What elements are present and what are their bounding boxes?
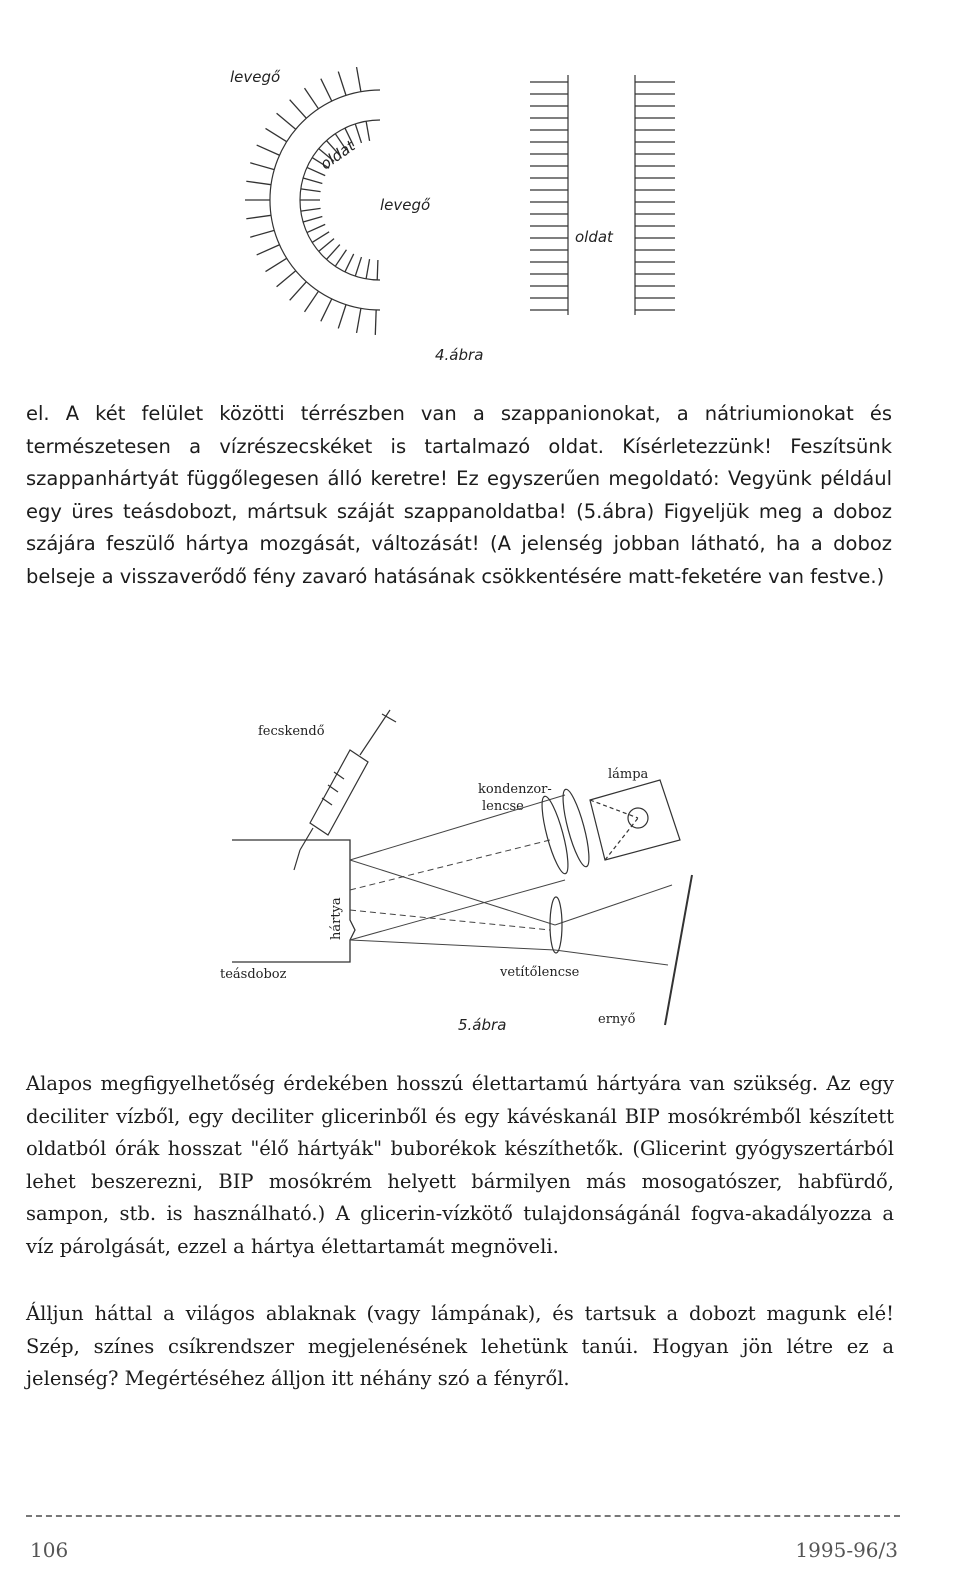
- surfactant-tail: [366, 259, 369, 279]
- label-lamp: lámpa: [608, 767, 649, 782]
- label-condenser-line2: lencse: [482, 799, 524, 814]
- screen: [665, 875, 692, 1025]
- label-screen: ernyő: [598, 1012, 636, 1027]
- label-solution-inner: oldat: [316, 136, 359, 174]
- surfactant-tail: [303, 217, 322, 223]
- footer-divider: [26, 1515, 900, 1517]
- figure-4-bubble-diagram: [230, 50, 700, 380]
- surfactant-tail: [312, 232, 329, 243]
- lamp: [590, 780, 680, 860]
- surfactant-tail: [250, 230, 274, 237]
- label-solution-film: oldat: [575, 228, 613, 246]
- surfactant-tail: [345, 254, 354, 272]
- surfactant-tail: [257, 145, 280, 155]
- surfactant-tail: [321, 79, 332, 101]
- surfactant-tail: [266, 258, 287, 271]
- label-condenser: kondenzor-: [478, 782, 552, 797]
- surfactant-tail: [257, 245, 280, 255]
- film-cross-section: [530, 75, 675, 315]
- surfactant-tail: [355, 257, 361, 276]
- surfactant-tail: [355, 124, 361, 143]
- surfactant-tail: [307, 224, 325, 232]
- surfactant-tail: [250, 163, 274, 170]
- surfactant-tail: [338, 72, 346, 96]
- surfactant-tail: [319, 239, 334, 252]
- surfactant-tail: [357, 67, 361, 92]
- figure-4-caption: 4.ábra: [435, 346, 484, 364]
- issue-number: 1995-96/3: [795, 1538, 898, 1562]
- surfactant-tail: [321, 299, 332, 321]
- surfactant-tail: [290, 282, 307, 301]
- surfactant-tail: [305, 291, 319, 312]
- surfactant-tail: [305, 88, 319, 109]
- bubble-cross-section: [245, 67, 380, 335]
- surfactant-tail: [335, 250, 346, 267]
- label-air-inner: levegő: [380, 196, 431, 214]
- label-projector-lens: vetítőlencse: [500, 965, 580, 980]
- surfactant-tail: [290, 100, 307, 119]
- paragraph-1: el. A két felület közötti térrészben van a szappanionokat, a nátriumionokat és természetesen a vízrészecskéket is tartalmazó oldat. Kísérletezzünk! Feszítsünk szappanhártyát függőlegesen álló keretre! Ez egyszerűen megoldató: Vegyünk például egy üres teásdobozt, mártsuk száját szappanoldatba! (5.ábra) Figyeljük meg a doboz szájára feszülő hártya mozgását, változását! (A jelenség jobban látható, ha a doboz belseje a visszaverődő fény zavaró hatásának csökkentésére matt-feketére van festve.): [26, 402, 892, 588]
- surfactant-tail: [246, 215, 271, 218]
- surfactant-tail: [357, 308, 361, 333]
- label-film: hártya: [329, 897, 344, 940]
- page-number: 106: [30, 1538, 69, 1562]
- surfactant-tail: [266, 128, 287, 141]
- figure-5-apparatus-diagram: [210, 700, 730, 1050]
- paragraph-2: Alapos megfigyelhetőség érdekében hosszú élettartamú hártyára van szükség. Az egy deciliter vízből, egy deciliter glicerinből és egy kávéskanál BIP mosókrémből készített oldatból órák hosszat "élő hártyák" buborékok készíthetők. (Glicerint gyógyszertárból lehet beszerezni, BIP mosókrém helyett bármilyen más mosogatószer, habfürdő, sampon, stb. is használható.) A glicerin-vízkötő tulajdonságánál fogva-akadályozza a víz párolgását, ezzel a hártya élettartamát megnöveli.: [26, 1072, 894, 1258]
- surfactant-tail: [338, 305, 346, 329]
- surfactant-tail: [307, 167, 325, 175]
- surfactant-tail: [377, 260, 378, 280]
- paragraph-3: Álljun háttal a világos ablaknak (vagy lámpának), és tartsuk a dobozt magunk elé! Szép, színes csíkrendszer megjelenésének lehetünk tanúi. Hogyan jön létre ez a jelenség? Megértéséhez álljon itt néhány szó a fényről.: [26, 1302, 894, 1390]
- figure-5-caption: 5.ábra: [458, 1016, 507, 1034]
- surfactant-tail: [277, 271, 296, 287]
- light-rays: [350, 795, 672, 965]
- label-air-outer: levegő: [230, 68, 281, 86]
- label-teabox: teásdoboz: [220, 967, 287, 982]
- label-syringe: fecskendő: [258, 724, 325, 739]
- surfactant-tail: [303, 178, 322, 184]
- surfactant-tail: [326, 245, 339, 260]
- surfactant-tail: [277, 113, 296, 129]
- surfactant-tail: [301, 189, 321, 192]
- surfactant-tail: [366, 121, 369, 141]
- surfactant-tail: [246, 181, 271, 184]
- surfactant-tail: [375, 310, 376, 335]
- surfactant-tail: [301, 208, 321, 211]
